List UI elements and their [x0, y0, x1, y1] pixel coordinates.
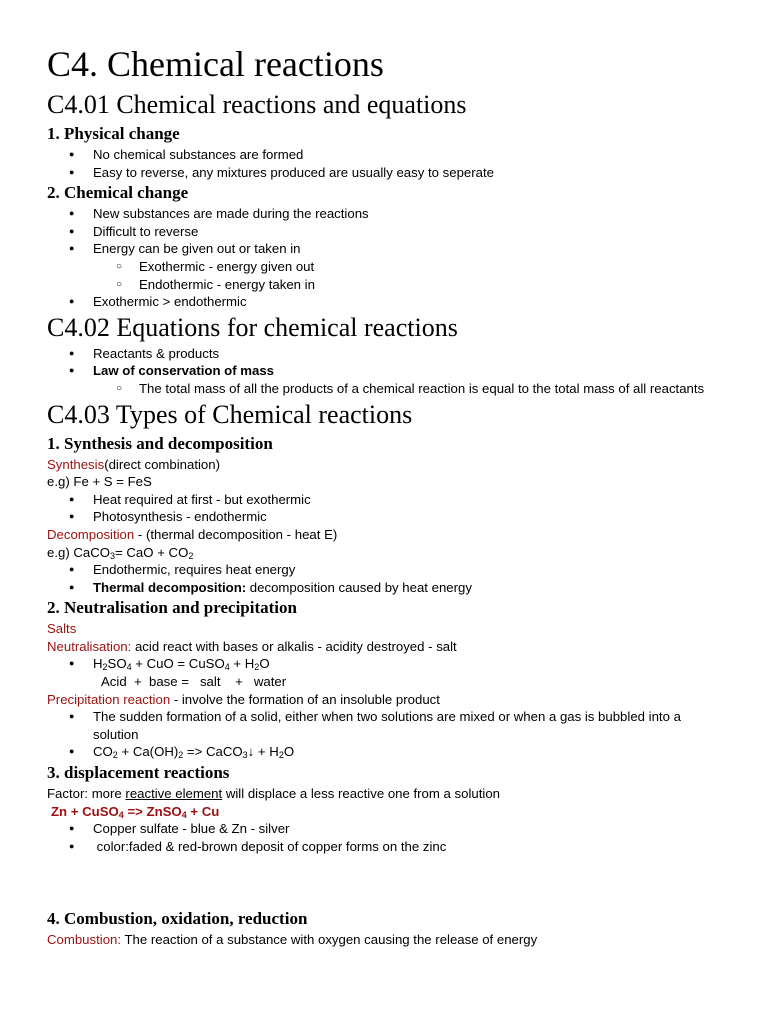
- combustion-label: Combustion:: [47, 932, 122, 948]
- eq-text: CO: [93, 744, 113, 760]
- eq-subscript: 2: [278, 750, 284, 761]
- neutralisation-word-equation: Acid + base = salt + water: [101, 674, 287, 690]
- sub-list-item: ○ Exothermic - energy given out: [47, 258, 727, 276]
- precipitation-line: [47, 691, 727, 709]
- list-item: ● The sudden formation of a solid, either when two solutions are mixed or when a gas is bubbled into a solution: [47, 708, 727, 743]
- synthesis-line: [47, 456, 727, 474]
- list-item: ● Law of conservation of mass: [47, 362, 727, 380]
- synthesis-label: Synthesis: [47, 456, 105, 472]
- eq-text: e.g) CaCO: [47, 544, 111, 560]
- section-heading-c403: C4.03 Types of Chemical reactions: [47, 399, 413, 429]
- list-item: ● Photosynthesis - endothermic: [47, 508, 727, 526]
- eq-text: + H: [229, 656, 255, 672]
- combustion-line: [47, 931, 727, 949]
- precipitation-label: Precipitation reaction: [47, 691, 171, 707]
- eq-text: => ZnSO: [123, 803, 182, 819]
- eq-text: + Ca(OH): [117, 744, 179, 760]
- sub-list-item: ○ Endothermic - energy taken in: [47, 276, 727, 294]
- factor-text: will displace a less reactive one from a solution: [222, 786, 500, 802]
- eq-text: SO: [107, 656, 127, 672]
- eq-subscript: 2: [188, 550, 194, 561]
- list-item: [47, 655, 727, 673]
- decomposition-line: [47, 526, 727, 544]
- salts-label: Salts: [47, 621, 77, 637]
- precipitation-list: [47, 708, 727, 761]
- list-item: ● Heat required at first - but exothermic: [47, 491, 727, 509]
- eq-subscript: 2: [254, 662, 260, 673]
- eq-subscript: 2: [112, 750, 118, 761]
- section-heading-c401: C4.01 Chemical reactions and equations: [47, 90, 467, 119]
- eq-text: H: [93, 656, 103, 672]
- list-item: ● Copper sulfate - blue & Zn - silver: [47, 820, 727, 838]
- page-title: C4. Chemical reactions: [47, 44, 384, 84]
- chemical-change-list: [47, 205, 727, 311]
- blank-space: [47, 855, 727, 907]
- eq-text: Zn + CuSO: [51, 803, 119, 819]
- decomposition-label: Decomposition: [47, 526, 135, 542]
- combustion-desc: The reaction of a substance with oxygen causing the release of energy: [121, 932, 538, 948]
- subheading-physical-change: 1. Physical change: [47, 124, 180, 143]
- list-item: ● Energy can be given out or taken in: [47, 240, 727, 258]
- synthesis-desc: (direct combination): [104, 456, 220, 472]
- underlined-term: reactive element: [125, 786, 223, 802]
- neutralisation-label: Neutralisation:: [47, 638, 132, 654]
- list-item: ● Difficult to reverse: [47, 223, 727, 241]
- eq-subscript: 4: [126, 662, 132, 673]
- decomposition-desc: - (thermal decomposition - heat E): [134, 526, 338, 542]
- synthesis-list: [47, 491, 727, 526]
- eq-text: + Cu: [186, 803, 220, 819]
- subheading-displacement: 3. displacement reactions: [47, 763, 230, 783]
- subheading-synthesis-decomposition: 1. Synthesis and decomposition: [47, 433, 273, 453]
- physical-change-list: [47, 146, 727, 181]
- precipitation-desc: - involve the formation of an insoluble product: [170, 691, 440, 707]
- eq-subscript: 3: [110, 550, 116, 561]
- displacement-factor: [47, 785, 727, 803]
- neutralisation-desc: acid react with bases or alkalis - acidity destroyed - salt: [131, 638, 457, 654]
- term-definition: decomposition caused by heat energy: [246, 579, 472, 595]
- subheading-neutralisation-precipitation: 2. Neutralisation and precipitation: [47, 598, 297, 618]
- decomposition-example: [47, 544, 727, 562]
- eq-text: + CuO = CuSO: [131, 656, 225, 672]
- list-item: ● color:faded & red-brown deposit of copper forms on the zinc: [47, 838, 727, 856]
- list-item: [47, 743, 727, 761]
- displacement-equation: [47, 803, 727, 821]
- list-item: ● New substances are made during the reactions: [47, 205, 727, 223]
- eq-text: => CaCO: [183, 744, 243, 760]
- section-heading-c402: C4.02 Equations for chemical reactions: [47, 312, 458, 342]
- bold-term: Thermal decomposition:: [93, 579, 247, 595]
- factor-text: Factor: more: [47, 786, 126, 802]
- list-item: ● Easy to reverse, any mixtures produced are usually easy to seperate: [47, 164, 727, 182]
- synthesis-example: e.g) Fe + S = FeS: [47, 474, 152, 490]
- subheading-chemical-change: 2. Chemical change: [47, 183, 189, 203]
- list-item: [47, 579, 727, 597]
- eq-subscript: 4: [181, 809, 187, 820]
- list-item: ● Endothermic, requires heat energy: [47, 561, 727, 579]
- sub-list-item: ○ The total mass of all the products of a chemical reaction is equal to the total mass of all reactants: [47, 380, 727, 398]
- eq-text: = CaO + CO: [115, 544, 189, 560]
- list-item: ● Reactants & products: [47, 345, 727, 363]
- eq-text: ↓ + H: [247, 744, 279, 760]
- eq-subscript: 4: [224, 662, 230, 673]
- list-item: ● No chemical substances are formed: [47, 146, 727, 164]
- eq-subscript: 4: [118, 809, 124, 820]
- neutralisation-list: [47, 655, 727, 673]
- eq-subscript: 2: [102, 662, 108, 673]
- equations-list: [47, 345, 727, 398]
- subheading-combustion: 4. Combustion, oxidation, reduction: [47, 909, 308, 929]
- displacement-list: [47, 820, 727, 855]
- neutralisation-line: [47, 638, 727, 656]
- decomposition-list: [47, 561, 727, 596]
- eq-text: O: [283, 744, 295, 760]
- eq-text: O: [259, 656, 270, 672]
- document-page: [47, 40, 727, 949]
- eq-subscript: 2: [178, 750, 184, 761]
- list-item: ● Exothermic > endothermic: [47, 293, 727, 311]
- eq-subscript: 3: [242, 750, 248, 761]
